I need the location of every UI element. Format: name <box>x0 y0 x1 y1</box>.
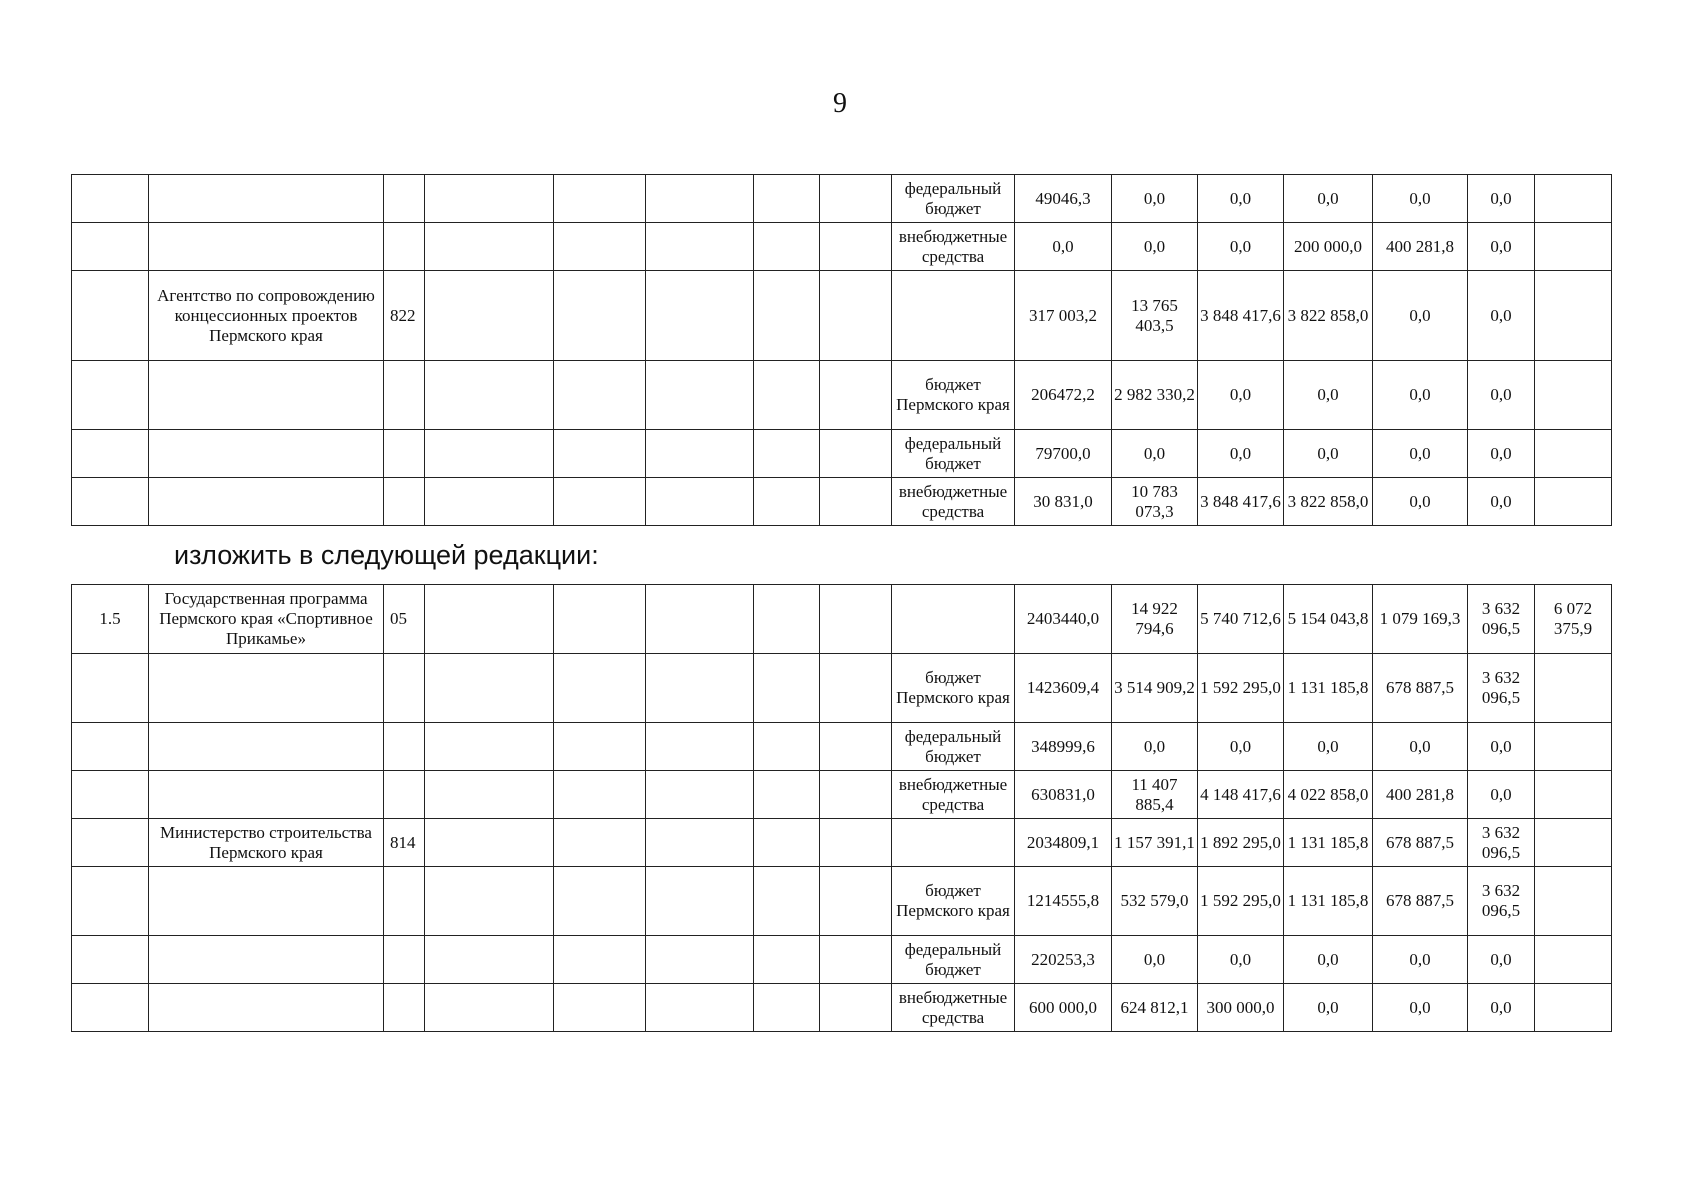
table-cell <box>384 175 425 223</box>
table-cell: 0,0 <box>1373 984 1468 1032</box>
table-cell <box>754 723 820 771</box>
table-cell <box>425 867 554 936</box>
table-cell <box>1535 723 1612 771</box>
table-cell <box>554 585 646 654</box>
table-cell <box>149 361 384 430</box>
table-cell <box>554 984 646 1032</box>
table-row <box>72 585 1612 654</box>
table-cell <box>820 723 892 771</box>
table-cell: 0,0 <box>1284 984 1373 1032</box>
table-cell: 0,0 <box>1015 223 1112 271</box>
table-cell: внебюджетные средства <box>892 478 1015 526</box>
table-cell <box>554 175 646 223</box>
table-cell <box>384 223 425 271</box>
table-cell <box>820 654 892 723</box>
table-cell <box>425 223 554 271</box>
table-cell <box>1535 271 1612 361</box>
table-cell: 0,0 <box>1468 478 1535 526</box>
table-cell <box>72 223 149 271</box>
table-cell: 678 887,5 <box>1373 867 1468 936</box>
table-cell <box>754 867 820 936</box>
table-cell <box>384 430 425 478</box>
table-cell <box>820 819 892 867</box>
table-cell <box>646 223 754 271</box>
table-cell: 1.5 <box>72 585 149 654</box>
table-row <box>72 361 1612 430</box>
table-cell <box>646 723 754 771</box>
table-cell <box>425 936 554 984</box>
table-cell: 0,0 <box>1373 936 1468 984</box>
table-cell: 0,0 <box>1198 175 1284 223</box>
table-cell <box>1535 819 1612 867</box>
table-cell <box>646 175 754 223</box>
table-cell: 0,0 <box>1468 361 1535 430</box>
table-cell: 348999,6 <box>1015 723 1112 771</box>
table-cell <box>1535 654 1612 723</box>
table-cell: 3 822 858,0 <box>1284 478 1373 526</box>
table-cell: 3 822 858,0 <box>1284 271 1373 361</box>
table-cell: 200 000,0 <box>1284 223 1373 271</box>
table-cell: федеральный бюджет <box>892 175 1015 223</box>
table-cell: 05 <box>384 585 425 654</box>
table-cell: 1 131 185,8 <box>1284 654 1373 723</box>
table-cell: 0,0 <box>1373 361 1468 430</box>
table-cell <box>149 223 384 271</box>
table-cell <box>820 271 892 361</box>
table-row <box>72 867 1612 936</box>
table-cell: 0,0 <box>1198 361 1284 430</box>
table-cell: 0,0 <box>1468 223 1535 271</box>
table-cell <box>646 867 754 936</box>
table-cell: внебюджетные средства <box>892 223 1015 271</box>
table-cell <box>72 175 149 223</box>
table-cell: 220253,3 <box>1015 936 1112 984</box>
table-cell <box>646 936 754 984</box>
table-cell: 1214555,8 <box>1015 867 1112 936</box>
table-cell: 0,0 <box>1468 984 1535 1032</box>
table-cell: бюджет Пермского края <box>892 361 1015 430</box>
table-cell: 0,0 <box>1112 723 1198 771</box>
table-cell <box>1535 430 1612 478</box>
table-cell <box>425 478 554 526</box>
table-cell: внебюджетные средства <box>892 984 1015 1032</box>
table-row <box>72 175 1612 223</box>
table-cell <box>72 271 149 361</box>
table-cell <box>820 430 892 478</box>
table-cell: 0,0 <box>1468 723 1535 771</box>
table-cell: 1 592 295,0 <box>1198 654 1284 723</box>
table-cell: 0,0 <box>1373 723 1468 771</box>
table-cell <box>425 771 554 819</box>
table-cell: 3 632 096,5 <box>1468 654 1535 723</box>
table-cell <box>820 361 892 430</box>
table-cell: 0,0 <box>1468 771 1535 819</box>
table-cell: 11 407 885,4 <box>1112 771 1198 819</box>
table-cell <box>72 654 149 723</box>
table-cell: 3 632 096,5 <box>1468 867 1535 936</box>
table-cell: 3 848 417,6 <box>1198 478 1284 526</box>
table-cell: Министерство строительства Пермского края <box>149 819 384 867</box>
table-cell: 0,0 <box>1284 936 1373 984</box>
table-cell <box>149 175 384 223</box>
table-row <box>72 478 1612 526</box>
table-cell: 822 <box>384 271 425 361</box>
table-cell: 0,0 <box>1112 430 1198 478</box>
table-cell <box>1535 175 1612 223</box>
table-cell: внебюджетные средства <box>892 771 1015 819</box>
table-cell <box>554 271 646 361</box>
table-cell <box>554 430 646 478</box>
table-cell: 0,0 <box>1373 271 1468 361</box>
table-cell: 0,0 <box>1468 936 1535 984</box>
table-cell: 1 131 185,8 <box>1284 867 1373 936</box>
table-cell: 1 131 185,8 <box>1284 819 1373 867</box>
table-cell: 0,0 <box>1284 175 1373 223</box>
table-cell <box>646 271 754 361</box>
table-cell: 400 281,8 <box>1373 223 1468 271</box>
table-cell: бюджет Пермского края <box>892 654 1015 723</box>
table-cell <box>754 478 820 526</box>
table-cell <box>646 984 754 1032</box>
table-cell <box>820 175 892 223</box>
table-cell <box>646 771 754 819</box>
table-cell <box>1535 478 1612 526</box>
table-cell: 678 887,5 <box>1373 819 1468 867</box>
table-cell <box>754 361 820 430</box>
table-cell <box>820 936 892 984</box>
table-cell: 1 592 295,0 <box>1198 867 1284 936</box>
table-cell: 0,0 <box>1373 175 1468 223</box>
table-cell: 2403440,0 <box>1015 585 1112 654</box>
table-cell <box>384 984 425 1032</box>
table-cell <box>425 361 554 430</box>
table-cell: 400 281,8 <box>1373 771 1468 819</box>
table-cell <box>425 585 554 654</box>
table-cell <box>554 819 646 867</box>
table-cell: 206472,2 <box>1015 361 1112 430</box>
table-cell <box>554 478 646 526</box>
table-cell <box>554 723 646 771</box>
table-cell <box>149 936 384 984</box>
table-cell <box>425 430 554 478</box>
table-cell <box>820 984 892 1032</box>
table-cell <box>1535 361 1612 430</box>
table-cell <box>72 478 149 526</box>
table-cell: 3 632 096,5 <box>1468 585 1535 654</box>
table-cell <box>72 771 149 819</box>
table-cell: 0,0 <box>1468 430 1535 478</box>
table-cell <box>72 723 149 771</box>
table-cell <box>554 771 646 819</box>
table-cell: 3 632 096,5 <box>1468 819 1535 867</box>
table-cell <box>72 819 149 867</box>
table-cell: 0,0 <box>1284 361 1373 430</box>
table-cell <box>1535 223 1612 271</box>
table-row <box>72 984 1612 1032</box>
table-cell <box>149 478 384 526</box>
table-cell: Государственная программа Пермского края «Спортивное Прикамье» <box>149 585 384 654</box>
table-cell: 630831,0 <box>1015 771 1112 819</box>
table-cell <box>149 771 384 819</box>
table-cell: 0,0 <box>1112 223 1198 271</box>
table-cell <box>425 271 554 361</box>
table-cell <box>554 654 646 723</box>
table-row <box>72 430 1612 478</box>
table-cell <box>892 585 1015 654</box>
table-cell: 2034809,1 <box>1015 819 1112 867</box>
table-cell: федеральный бюджет <box>892 723 1015 771</box>
table-cell <box>1535 771 1612 819</box>
table-cell <box>646 361 754 430</box>
edit-instruction: изложить в следующей редакции: <box>174 540 599 570</box>
table-cell <box>384 723 425 771</box>
table-cell: 1 079 169,3 <box>1373 585 1468 654</box>
table-cell <box>646 819 754 867</box>
table-cell <box>820 585 892 654</box>
table-cell <box>754 223 820 271</box>
budget-table-original <box>71 174 1612 526</box>
table-cell <box>384 771 425 819</box>
table-cell: 79700,0 <box>1015 430 1112 478</box>
table-cell <box>384 654 425 723</box>
table-cell: 3 848 417,6 <box>1198 271 1284 361</box>
table-cell <box>384 361 425 430</box>
table-cell <box>646 430 754 478</box>
table-cell <box>72 361 149 430</box>
table-cell <box>754 585 820 654</box>
table-cell: 814 <box>384 819 425 867</box>
table-cell <box>646 478 754 526</box>
table-row <box>72 936 1612 984</box>
table-cell: Агентство по сопровождению концессионных проектов Пермского края <box>149 271 384 361</box>
table-cell <box>149 723 384 771</box>
table-cell <box>384 478 425 526</box>
table-cell: 1 157 391,1 <box>1112 819 1198 867</box>
table-cell <box>149 430 384 478</box>
table-cell <box>820 223 892 271</box>
table-cell: 3 514 909,2 <box>1112 654 1198 723</box>
table-cell <box>554 223 646 271</box>
table-cell <box>554 867 646 936</box>
table-cell: 0,0 <box>1468 271 1535 361</box>
table-cell: 30 831,0 <box>1015 478 1112 526</box>
table-cell <box>384 936 425 984</box>
page-number: 9 <box>833 88 847 119</box>
table-cell: 0,0 <box>1198 723 1284 771</box>
table-cell <box>892 819 1015 867</box>
table-cell <box>425 654 554 723</box>
table-cell <box>149 984 384 1032</box>
table-row <box>72 223 1612 271</box>
table-row <box>72 819 1612 867</box>
table-cell <box>1535 984 1612 1032</box>
table-row <box>72 771 1612 819</box>
table-cell: 0,0 <box>1373 478 1468 526</box>
table-cell: 0,0 <box>1468 175 1535 223</box>
table-cell: 4 148 417,6 <box>1198 771 1284 819</box>
table-cell <box>646 585 754 654</box>
table-cell <box>754 936 820 984</box>
table-cell <box>892 271 1015 361</box>
table-cell: 600 000,0 <box>1015 984 1112 1032</box>
table-cell: 0,0 <box>1198 936 1284 984</box>
table-cell: 2 982 330,2 <box>1112 361 1198 430</box>
table-cell: 0,0 <box>1373 430 1468 478</box>
table-cell: 0,0 <box>1112 175 1198 223</box>
table-cell <box>425 984 554 1032</box>
table-cell <box>384 867 425 936</box>
table-cell <box>820 771 892 819</box>
table-cell: бюджет Пермского края <box>892 867 1015 936</box>
table-cell: федеральный бюджет <box>892 936 1015 984</box>
table-cell: 624 812,1 <box>1112 984 1198 1032</box>
table-cell: 0,0 <box>1284 430 1373 478</box>
table-cell <box>820 478 892 526</box>
table-cell: 14 922 794,6 <box>1112 585 1198 654</box>
table-cell <box>754 771 820 819</box>
table-cell: 317 003,2 <box>1015 271 1112 361</box>
table-cell <box>754 984 820 1032</box>
table-cell: 49046,3 <box>1015 175 1112 223</box>
table-row <box>72 271 1612 361</box>
table-cell <box>754 819 820 867</box>
table-cell: 5 154 043,8 <box>1284 585 1373 654</box>
table-cell <box>754 430 820 478</box>
table-cell <box>754 654 820 723</box>
table-cell: 678 887,5 <box>1373 654 1468 723</box>
table-cell: 0,0 <box>1112 936 1198 984</box>
table-cell: 0,0 <box>1284 723 1373 771</box>
table-cell: федеральный бюджет <box>892 430 1015 478</box>
table-cell: 4 022 858,0 <box>1284 771 1373 819</box>
table-row <box>72 723 1612 771</box>
table-cell: 5 740 712,6 <box>1198 585 1284 654</box>
table-cell <box>754 175 820 223</box>
table-cell <box>425 723 554 771</box>
table-cell: 0,0 <box>1198 430 1284 478</box>
table-cell <box>1535 867 1612 936</box>
budget-table-revised <box>71 584 1612 1032</box>
table-cell <box>425 175 554 223</box>
table-cell <box>646 654 754 723</box>
table-cell <box>554 361 646 430</box>
table-cell: 13 765 403,5 <box>1112 271 1198 361</box>
table-cell <box>72 430 149 478</box>
table-cell: 532 579,0 <box>1112 867 1198 936</box>
table-cell: 1423609,4 <box>1015 654 1112 723</box>
table-cell: 1 892 295,0 <box>1198 819 1284 867</box>
table-cell <box>554 936 646 984</box>
table-cell <box>425 819 554 867</box>
table-cell <box>1535 936 1612 984</box>
table-cell <box>72 984 149 1032</box>
table-cell <box>754 271 820 361</box>
table-cell <box>149 654 384 723</box>
table-cell: 0,0 <box>1198 223 1284 271</box>
table-cell <box>149 867 384 936</box>
table-cell: 6 072 375,9 <box>1535 585 1612 654</box>
table-cell: 10 783 073,3 <box>1112 478 1198 526</box>
table-row <box>72 654 1612 723</box>
table-cell <box>72 867 149 936</box>
table-cell <box>820 867 892 936</box>
table-cell: 300 000,0 <box>1198 984 1284 1032</box>
table-cell <box>72 936 149 984</box>
